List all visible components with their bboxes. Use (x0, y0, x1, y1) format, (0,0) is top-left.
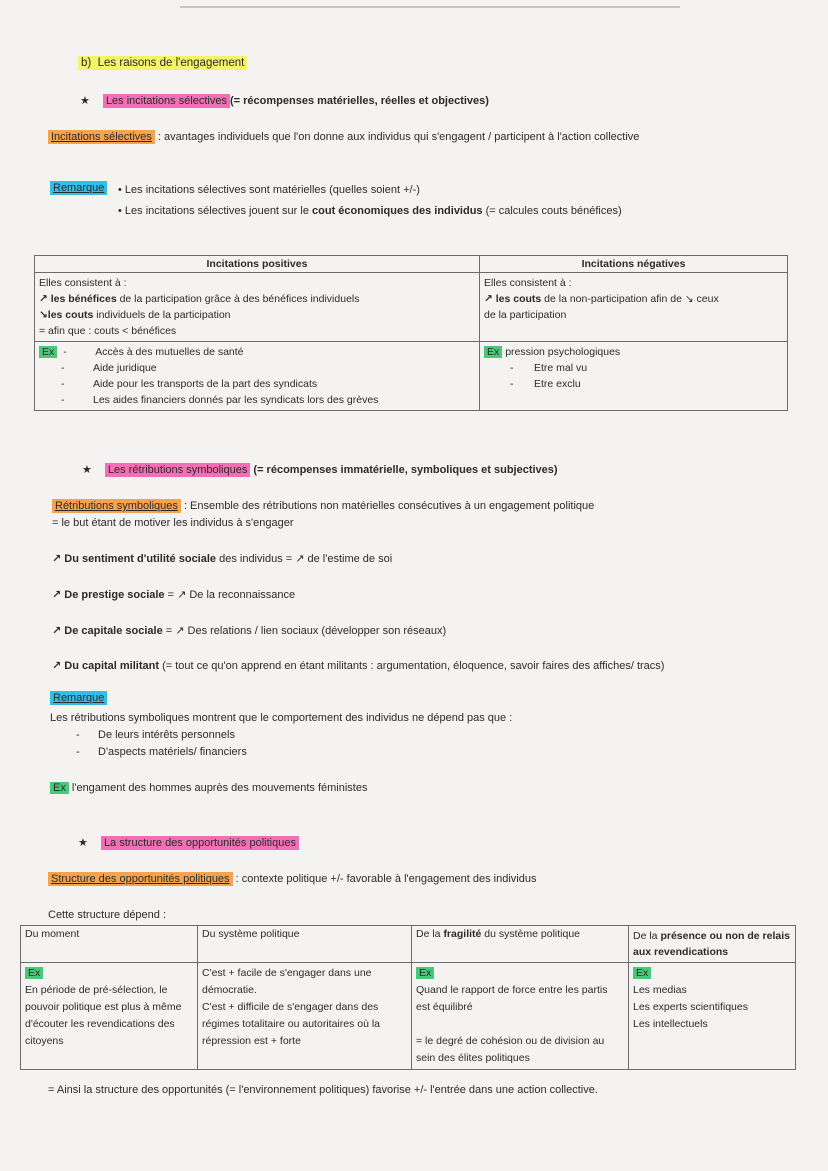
ex-badge: Ex (484, 346, 502, 358)
top-divider (180, 6, 680, 8)
list-item: Aide juridique (93, 362, 157, 374)
structure-title: La structure des opportunités politiques (101, 836, 299, 850)
list-item: Aide pour les transports de la part des syndicats (93, 378, 318, 390)
list-item: Les intellectuels (633, 1018, 708, 1030)
fragility-cell: Ex Quand le rapport de force entre les partis est équilibré = le degré de cohésion ou de division au sein des élites politiques (412, 963, 629, 1070)
negative-definition: Elles consistent à : ↗ les couts de la non-participation afin de ↘ ceux de la participation (480, 273, 788, 342)
symbolic-title: Les rétributions symboliques (105, 463, 250, 477)
selective-remark-1: • Les incitations sélectives sont matérielles (quelles soient +/-) (118, 184, 420, 196)
conclusion: = Ainsi la structure des opportunités (= l'environnement politiques) favorise +/- l'entrée dans une action collective. (48, 1084, 598, 1096)
section-title: Les raisons de l'engagement (97, 57, 245, 69)
symbolic-item: ↗ De capitale sociale = ↗ Des relations / lien sociaux (développer son réseaux) (52, 625, 447, 637)
negative-examples: Ex pression psychologiques - Etre mal vu - Etre exclu (480, 342, 788, 411)
star-bullet-icon: ★ (78, 837, 88, 849)
list-item: pression psychologiques (505, 346, 621, 358)
list-item: Les experts scientifiques (633, 1001, 748, 1013)
header-negative: Incitations négatives (480, 256, 788, 273)
relays-cell (629, 963, 796, 1070)
star-bullet-icon: ★ (80, 95, 90, 107)
positive-examples: Ex - Accès à des mutuelles de santé - Aide juridique - Aide pour les transports de la part des syndicats - Les aides financiers donnés par les syndicats lors des grèves (35, 342, 480, 411)
moment-cell: Ex En période de pré-sélection, le pouvoir politique est plus à même d'écouter les revendications des citoyens (21, 963, 198, 1070)
header-relays: De la présence ou non de relais aux revendications (629, 926, 796, 963)
structure-depends: Cette structure dépend : (48, 909, 167, 921)
selective-def-text: : avantages individuels que l'on donne aux individus qui s'engagent / participent à l'action collective (154, 131, 640, 143)
symbolic-definition-line2: = le but étant de motiver les individus à s'engager (52, 517, 294, 529)
list-item: Etre exclu (534, 378, 581, 390)
selective-paren: (= récompenses matérielles, réelles et objectives) (230, 95, 489, 107)
selective-remark-label: Remarque (50, 182, 107, 194)
section-label: b) (81, 57, 92, 69)
header-positive: Incitations positives (35, 256, 480, 273)
ex-badge: Ex (39, 346, 57, 358)
header-system: Du système politique (198, 926, 412, 963)
subsection-selective (80, 94, 489, 107)
ex-badge: Ex (50, 782, 69, 794)
star-bullet-icon: ★ (82, 464, 92, 476)
header-fragility: De la fragilité du système politique (412, 926, 629, 963)
selective-title: Les incitations sélectives (103, 94, 230, 108)
list-item: Accès à des mutuelles de santé (95, 346, 244, 358)
selective-def-term: Incitations sélectives (48, 130, 155, 144)
symbolic-item: ↗ Du sentiment d'utilité sociale des individus = ↗ de l'estime de soi (52, 553, 393, 565)
system-cell: C'est + facile de s'engager dans une démocratie. C'est + difficile de s'engager dans des régimes totalitaire ou autoritaires où la répression est + forte (198, 963, 412, 1070)
selective-definition (48, 131, 639, 143)
ex-badge: Ex (633, 967, 651, 979)
symbolic-paren: (= récompenses immatérielle, symboliques et subjectives) (253, 464, 558, 476)
ex-badge: Ex (416, 967, 434, 979)
ex-badge: Ex (25, 967, 43, 979)
symbolic-item: ↗ De prestige sociale = ↗ De la reconnaissance (52, 589, 296, 601)
symbolic-remark-label: Remarque (50, 692, 107, 704)
header-moment: Du moment (21, 926, 198, 963)
incentives-table (34, 255, 788, 411)
subsection-structure (78, 836, 299, 849)
subsection-symbolic (82, 463, 558, 476)
list-item: - De leurs intérêts personnels (76, 729, 235, 741)
list-item: Etre mal vu (534, 362, 588, 374)
symbolic-remark-text: Les rétributions symboliques montrent que le comportement des individus ne dépend pas que : (50, 712, 513, 724)
list-item: Les medias (633, 984, 687, 996)
list-item: Les aides financiers donnés par les syndicats lors des grèves (93, 394, 379, 406)
symbolic-definition: Rétributions symboliques : Ensemble des rétributions non matérielles consécutives à un engagement politique (52, 500, 594, 512)
list-item: - D'aspects matériels/ financiers (76, 746, 247, 758)
section-heading (78, 57, 247, 69)
symbolic-item: ↗ Du capital militant (= tout ce qu'on apprend en étant militants : argumentation, éloquence, savoir faires des affiches/ tracs) (52, 660, 665, 672)
positive-definition: Elles consistent à : ↗ les bénéfices de la participation grâce à des bénéfices individuels ↘les couts individuels de la participation = afin que : couts < bénéfices (35, 273, 480, 342)
symbolic-example: Ex l'engament des hommes auprès des mouvements féministes (50, 782, 367, 794)
selective-remark-2: • Les incitations sélectives jouent sur le cout économiques des individus (= calcules couts bénéfices) (118, 205, 622, 217)
structure-definition: Structure des opportunités politiques : contexte politique +/- favorable à l'engagement des individus (48, 873, 536, 885)
structure-table (20, 925, 796, 1070)
